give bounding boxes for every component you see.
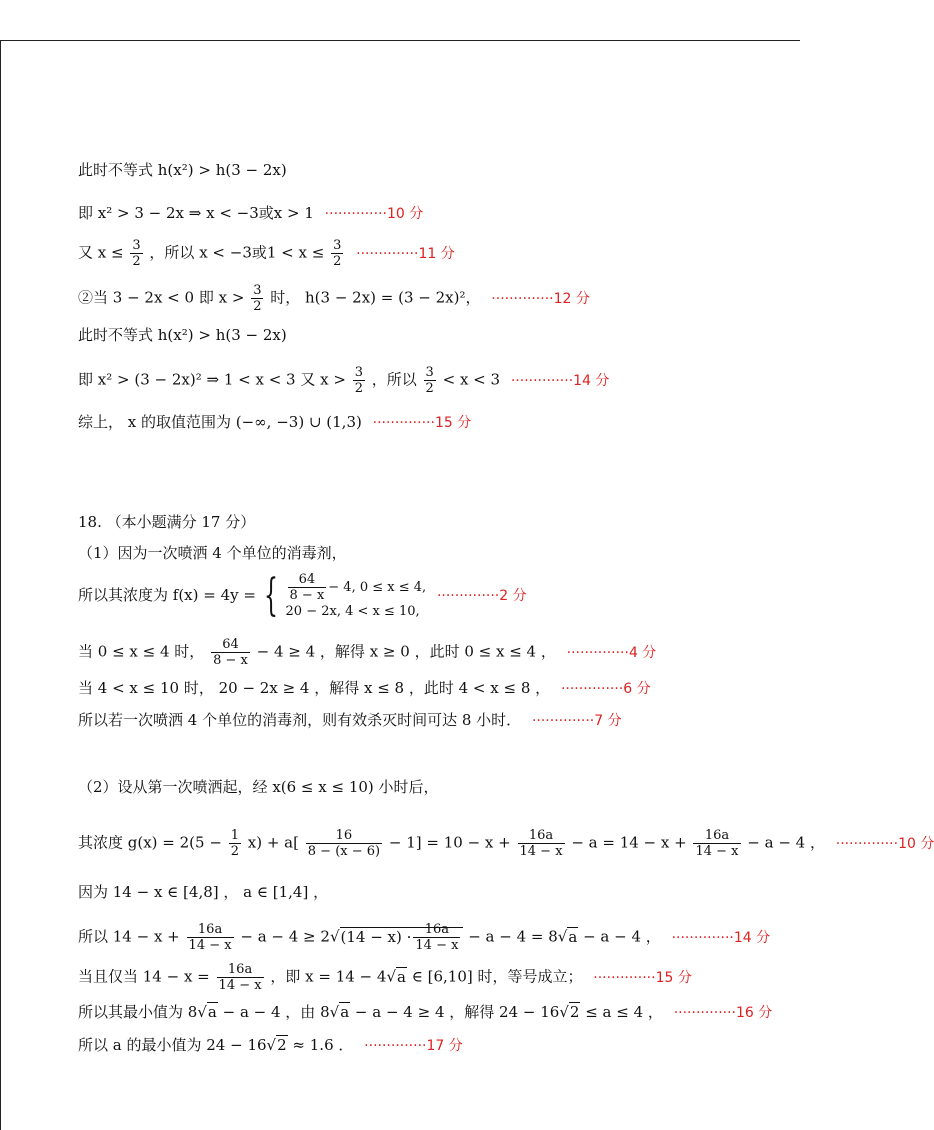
text: 综上， x 的取值范围为 (−∞, −3) ∪ (1,3) [78,413,362,431]
fraction: $\frac{1}{2}$ [230,828,239,859]
text: ∈ [6,10] 时，等号成立； [411,967,583,986]
radicand: (14 − x) · $\frac{16a}{14 - x}$ [340,927,464,946]
text: − 1] = 10 − x + [388,833,511,852]
text: （1）因为一次喷洒 4 个单位的消毒剂， [78,544,347,562]
radicand: a [397,967,406,986]
line-conclusion [78,412,471,433]
line-final-answer [78,1035,463,1056]
text: < x < 3 [442,370,501,389]
line-domains [78,882,328,902]
text: 此时不等式 h(x²) > h(3 − 2x) [78,161,287,179]
dot-leader: ·············· [491,290,554,307]
text: ，所以 x < −3或1 < x ≤ [149,243,325,262]
fraction: $\frac{64}{8 - x}$ [213,637,248,668]
dot-leader: ·············· [364,1038,427,1054]
text: 所以 a 的最小值为 24 − 16 [78,1036,267,1054]
line-case-0-4 [78,637,656,668]
text: 即 x² > (3 − 2x)² ⇒ 1 < x < 3 又 x > [78,370,346,389]
text: （2）设从第一次喷洒起，经 x(6 ≤ x ≤ 10) 小时后， [78,778,439,796]
text: − a − 4 ，由 8 [222,1003,330,1021]
score-label: 17 分 [426,1038,463,1054]
dot-leader: ·············· [510,372,574,389]
sqrt-icon: √ [329,1003,340,1021]
fraction: $\frac{16}{8 - (x - 6)}$ [307,828,381,859]
text: 所以其浓度为 f(x) = 4y = [78,586,256,604]
text: 当且仅当 14 − x = [78,967,210,986]
text: ②当 3 − 2x < 0 即 x > [78,288,245,307]
page-left-border [0,40,1,1130]
text: 其浓度 g(x) = 2(5 − [78,833,222,852]
line-case-4-10 [78,678,651,699]
text: 即 x² > 3 − 2x ⇒ x < −3或x > 1 [78,204,314,222]
text: 所以若一次喷洒 4 个单位的消毒剂，则有效杀灭时间可达 8 小时． [78,711,522,729]
fraction: $\frac{16a}{14 - x}$ [218,962,262,993]
page-top-border [0,40,800,41]
fraction: $\frac{3}{2}$ [425,365,434,396]
piecewise-cases: $\frac{64}{8 - x}$ − 4, 0 ≤ x ≤ 4, 20 − 2x, 4 < x ≤ 10, [285,572,427,619]
text: − a − 4 ， [747,833,825,852]
fraction: $\frac{16a}{14 - x}$ [519,828,563,859]
text: 当 0 ≤ x ≤ 4 时， [78,642,205,661]
text: − a − 4 ， [583,927,661,946]
line-concentration-g [78,828,934,859]
score-label: 15 分 [434,415,472,431]
text: ，所以 [371,370,417,389]
dot-leader: ·············· [593,969,656,986]
score-label: 10 分 [898,835,934,852]
dot-leader: ·············· [673,1005,736,1021]
score-label: 14 分 [733,929,771,946]
dot-leader: ·············· [436,588,500,604]
dot-leader: ·············· [560,681,624,697]
dot-leader: ·············· [324,206,387,222]
fraction: $\frac{3}{2}$ [333,238,342,269]
dot-leader: ·············· [835,835,899,852]
fraction: $\frac{64}{8 - x}$ [289,572,325,603]
fraction: $\frac{3}{2}$ [132,238,141,269]
score-label: 14 分 [573,372,610,389]
sqrt-icon: √ [197,1003,207,1021]
line-part1-conclusion [78,710,622,731]
fraction: $\frac{3}{2}$ [354,365,363,396]
text: − a − 4 = 8 [468,927,558,946]
text: x) + a[ [247,833,299,852]
line-solution-2 [78,365,609,396]
radicand: 2 [569,1003,580,1021]
dot-leader: ·············· [566,644,629,661]
text: 18. （本小题满分 17 分） [78,513,256,531]
line-inequality-2 [78,325,287,345]
score-label: 6 分 [623,681,651,697]
line-solution-1 [78,203,423,224]
score-label: 10 分 [386,206,424,222]
fraction: $\frac{16a}{14 - x}$ [695,828,739,859]
sqrt-icon: √ [266,1036,277,1054]
dot-leader: ·············· [671,929,734,946]
score-label: 4 分 [628,644,657,661]
left-brace-icon: { [263,570,278,621]
score-label: 15 分 [655,969,692,986]
text: ≈ 1.6 ． [292,1036,354,1054]
score-label: 7 分 [594,713,622,729]
line-am-gm [78,922,770,953]
line-minimum-value [78,1002,772,1023]
radicand: 2 [277,1036,287,1054]
line-inequality-1 [78,160,287,180]
radicand: a [568,927,578,946]
text: ，即 x = 14 − 4 [270,967,387,986]
sqrt-icon: √ [557,927,568,946]
fraction: $\frac{16a}{14 - x}$ [188,922,232,953]
line-part1-intro [78,543,347,563]
dot-leader: ·············· [372,415,435,431]
score-label: 2 分 [499,588,527,604]
sqrt-icon: √ [386,967,396,986]
score-label: 11 分 [418,245,455,262]
fraction: $\frac{3}{2}$ [253,283,262,314]
radicand: a [340,1003,350,1021]
text: − a − 4 ≥ 2 [240,927,330,946]
text: − 4 ≥ 4 ，解得 x ≥ 0 ，此时 0 ≤ x ≤ 4 ， [256,642,556,661]
line-range-1 [78,238,455,269]
text: 所以其最小值为 8 [78,1003,198,1021]
score-label: 12 分 [553,290,590,307]
text: 时， h(3 − 2x) = (3 − 2x)²， [270,288,481,307]
text: − a = 14 − x + [571,833,687,852]
text: ≤ a ≤ 4 ， [585,1003,663,1021]
dot-leader: ·············· [356,245,419,262]
dot-leader: ·············· [531,713,595,729]
text: 因为 14 − x ∈ [4,8] ， a ∈ [1,4] ， [78,883,329,901]
sqrt-icon: √ [559,1003,569,1021]
text: 当 4 < x ≤ 10 时， 20 − 2x ≥ 4 ，解得 x ≤ 8 ，此时 4 < x ≤ 8 ， [78,679,551,697]
line-equality-condition [78,962,692,993]
line-case-2 [78,283,590,314]
text: − a − 4 ≥ 4 ，解得 24 − 16 [354,1003,560,1021]
line-piecewise-function [78,572,527,620]
score-label: 16 分 [736,1005,773,1021]
sqrt-icon: √ [329,927,340,946]
text: 又 x ≤ [78,243,124,262]
text: 此时不等式 h(x²) > h(3 − 2x) [78,326,287,344]
line-part2-intro [78,777,439,797]
problem-18-heading [78,512,255,532]
radicand: a [207,1003,217,1021]
text: 所以 14 − x + [78,927,180,946]
